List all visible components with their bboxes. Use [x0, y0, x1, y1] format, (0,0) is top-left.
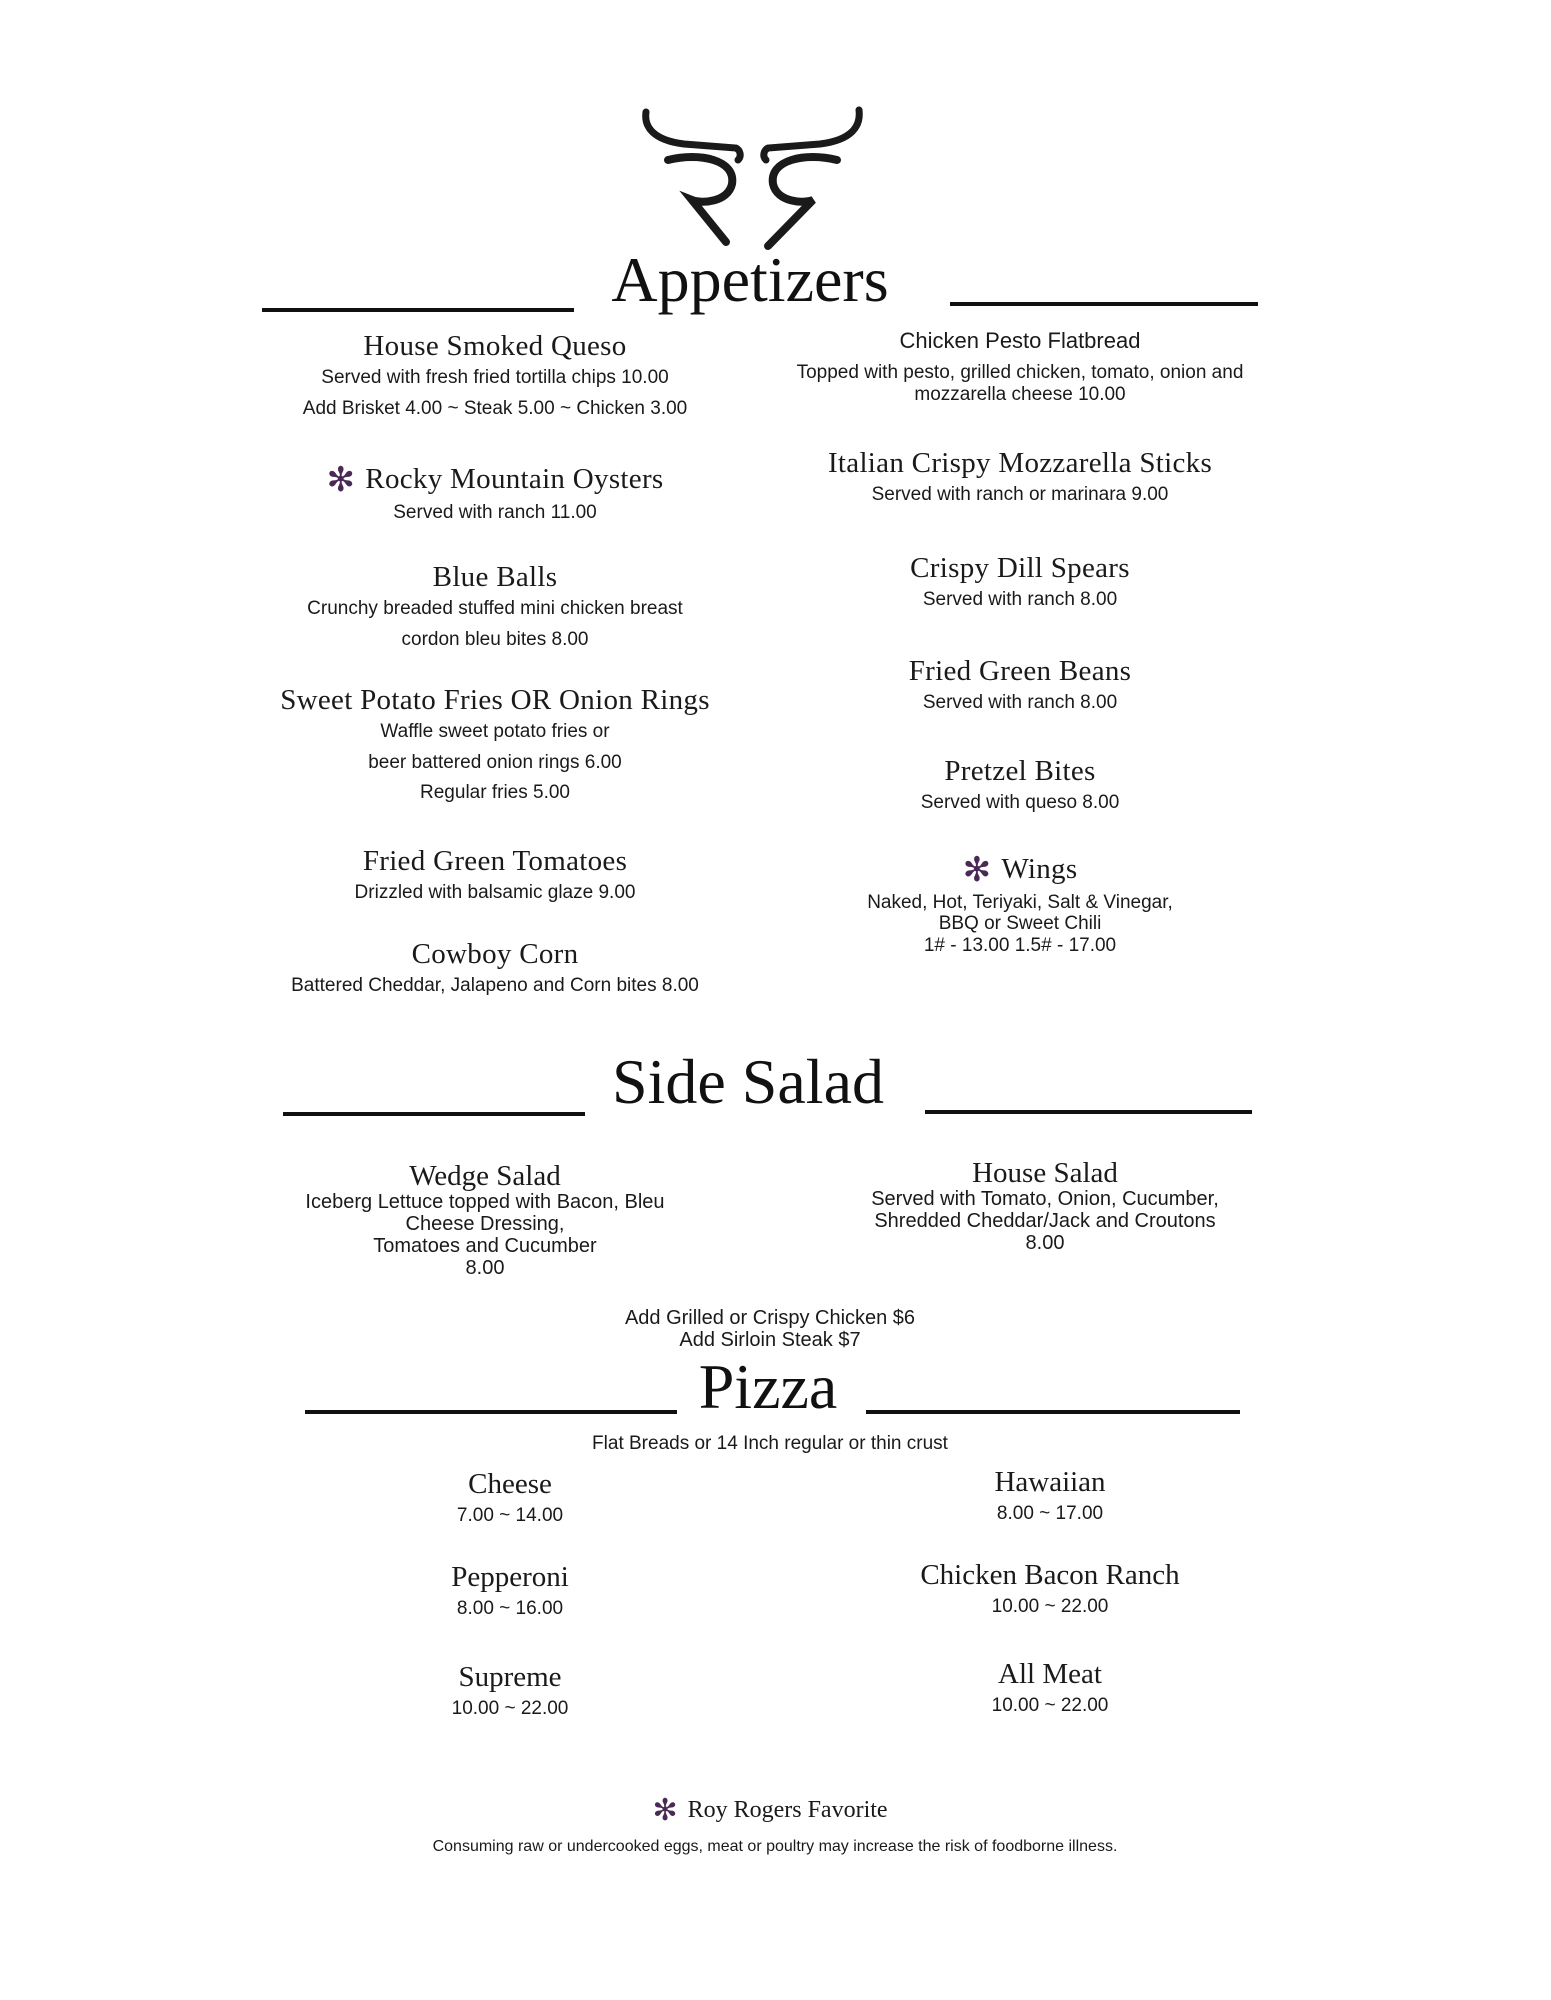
appetizer-fried-green-tomatoes — [200, 845, 790, 909]
item-desc: Served with ranch 8.00 — [922, 589, 1118, 611]
item-name: Rocky Mountain Oysters — [365, 463, 664, 495]
favorite-legend — [560, 1796, 980, 1826]
item-name: House Salad — [972, 1157, 1118, 1189]
item-name: House Smoked Queso — [363, 330, 627, 362]
appetizer-wings — [740, 853, 1300, 956]
pizza-cheese — [360, 1467, 660, 1530]
legend-text: Roy Rogers Favorite — [687, 1797, 888, 1823]
appetizer-blue-balls — [200, 561, 790, 655]
item-desc: Topped with pesto, grilled chicken, tomato, onion and — [796, 362, 1244, 384]
item-desc: Cheese Dressing, — [405, 1213, 565, 1235]
item-name: Chicken Pesto Flatbread — [899, 328, 1141, 353]
item-desc: Waffle sweet potato fries or — [380, 721, 610, 743]
item-desc: Served with ranch 8.00 — [922, 692, 1118, 714]
item-name: Fried Green Tomatoes — [362, 845, 628, 877]
salad-wedge — [230, 1162, 740, 1279]
pizza-supreme — [360, 1660, 660, 1723]
item-name: Italian Crispy Mozzarella Sticks — [827, 447, 1213, 479]
item-name: Cowboy Corn — [411, 938, 579, 970]
side-salad-heading: Side Salad — [612, 1046, 884, 1117]
side-salad-rule-right — [925, 1110, 1252, 1114]
item-desc: BBQ or Sweet Chili — [938, 913, 1102, 935]
item-desc: Battered Cheddar, Jalapeno and Corn bites 8.00 — [291, 975, 699, 997]
addon-line: Add Sirloin Steak $7 — [679, 1329, 861, 1351]
item-desc: Tomatoes and Cucumber — [373, 1235, 597, 1257]
appetizers-heading: Appetizers — [611, 244, 889, 315]
salad-addons — [500, 1307, 1040, 1351]
item-name: Wedge Salad — [409, 1160, 561, 1192]
item-name: Cheese — [468, 1468, 552, 1500]
item-price: 8.00 ~ 17.00 — [996, 1502, 1104, 1524]
pizza-all-meat — [880, 1657, 1220, 1720]
item-desc: Served with queso 8.00 — [920, 792, 1120, 814]
item-desc: Crunchy breaded stuffed mini chicken breast — [307, 598, 683, 620]
item-name: All Meat — [998, 1658, 1102, 1690]
pizza-subtitle — [480, 1429, 1060, 1459]
appetizer-mozzarella-sticks — [740, 447, 1300, 511]
item-name: Pepperoni — [451, 1561, 569, 1593]
subtitle-text: Flat Breads or 14 Inch regular or thin crust — [592, 1433, 948, 1454]
pizza-rule-left — [305, 1410, 677, 1414]
favorite-star-icon: ✻ — [652, 1794, 678, 1827]
appetizers-rule-right — [950, 302, 1258, 306]
logo — [640, 104, 865, 254]
appetizer-cowboy-corn — [200, 938, 790, 1002]
item-name: Chicken Bacon Ranch — [920, 1559, 1180, 1591]
side-salad-rule-left — [283, 1112, 585, 1116]
pizza-heading: Pizza — [698, 1351, 838, 1422]
horns-logo-icon — [640, 104, 865, 254]
item-price: 7.00 ~ 14.00 — [456, 1504, 564, 1526]
appetizer-crispy-dill-spears — [740, 552, 1300, 616]
item-desc: Served with ranch 11.00 — [393, 502, 597, 523]
item-desc: Regular fries 5.00 — [420, 782, 570, 804]
item-desc: 1# - 13.00 1.5# - 17.00 — [923, 934, 1117, 956]
item-price: 10.00 ~ 22.00 — [991, 1595, 1109, 1617]
item-name: Fried Green Beans — [908, 655, 1132, 687]
item-name: Supreme — [458, 1661, 562, 1693]
appetizer-sweet-potato-fries — [200, 684, 790, 809]
salad-house — [785, 1159, 1305, 1254]
favorite-star-icon: ✻ — [326, 462, 356, 499]
addon-line: Add Grilled or Crispy Chicken $6 — [624, 1307, 916, 1329]
item-desc: cordon bleu bites 8.00 — [401, 628, 589, 650]
item-desc: Iceberg Lettuce topped with Bacon, Bleu — [305, 1191, 665, 1213]
item-desc: Served with ranch or marinara 9.00 — [871, 484, 1169, 506]
pizza-hawaiian — [880, 1465, 1220, 1528]
item-name: Crispy Dill Spears — [910, 552, 1130, 584]
item-price: 10.00 ~ 22.00 — [991, 1694, 1109, 1716]
item-desc: beer battered onion rings 6.00 — [368, 751, 622, 773]
item-desc: Served with fresh fried tortilla chips 10.00 — [321, 367, 669, 389]
appetizers-rule-left — [262, 308, 574, 312]
appetizer-rocky-mountain-oysters — [200, 463, 790, 528]
item-name: Pretzel Bites — [944, 755, 1096, 787]
item-name: Hawaiian — [994, 1466, 1106, 1498]
item-desc: Shredded Cheddar/Jack and Croutons — [874, 1210, 1216, 1232]
pizza-chicken-bacon-ranch — [860, 1558, 1240, 1621]
item-name: Sweet Potato Fries OR Onion Rings — [280, 684, 710, 716]
item-desc: Drizzled with balsamic glaze 9.00 — [354, 882, 636, 904]
item-desc: Served with Tomato, Onion, Cucumber, — [871, 1188, 1219, 1210]
appetizer-pretzel-bites — [740, 755, 1300, 819]
food-safety-disclaimer — [300, 1838, 1250, 1856]
item-desc: mozzarella cheese 10.00 — [914, 383, 1126, 405]
item-name: Blue Balls — [432, 561, 558, 593]
item-name: Wings — [1001, 853, 1078, 885]
appetizer-chicken-pesto-flatbread — [740, 328, 1300, 405]
item-desc: Naked, Hot, Teriyaki, Salt & Vinegar, — [867, 892, 1173, 913]
disclaimer-text: Consuming raw or undercooked eggs, meat or poultry may increase the risk of foodborne illness. — [432, 1838, 1118, 1855]
item-desc: 8.00 — [1025, 1232, 1065, 1254]
item-desc: Add Brisket 4.00 ~ Steak 5.00 ~ Chicken 3.00 — [302, 397, 688, 419]
favorite-star-icon: ✻ — [962, 852, 992, 889]
item-price: 10.00 ~ 22.00 — [451, 1697, 569, 1719]
appetizer-fried-green-beans — [740, 655, 1300, 719]
item-desc: 8.00 — [465, 1257, 505, 1279]
appetizer-house-smoked-queso — [200, 330, 790, 424]
item-price: 8.00 ~ 16.00 — [456, 1597, 564, 1619]
pizza-rule-right — [866, 1410, 1240, 1414]
pizza-pepperoni — [360, 1560, 660, 1623]
